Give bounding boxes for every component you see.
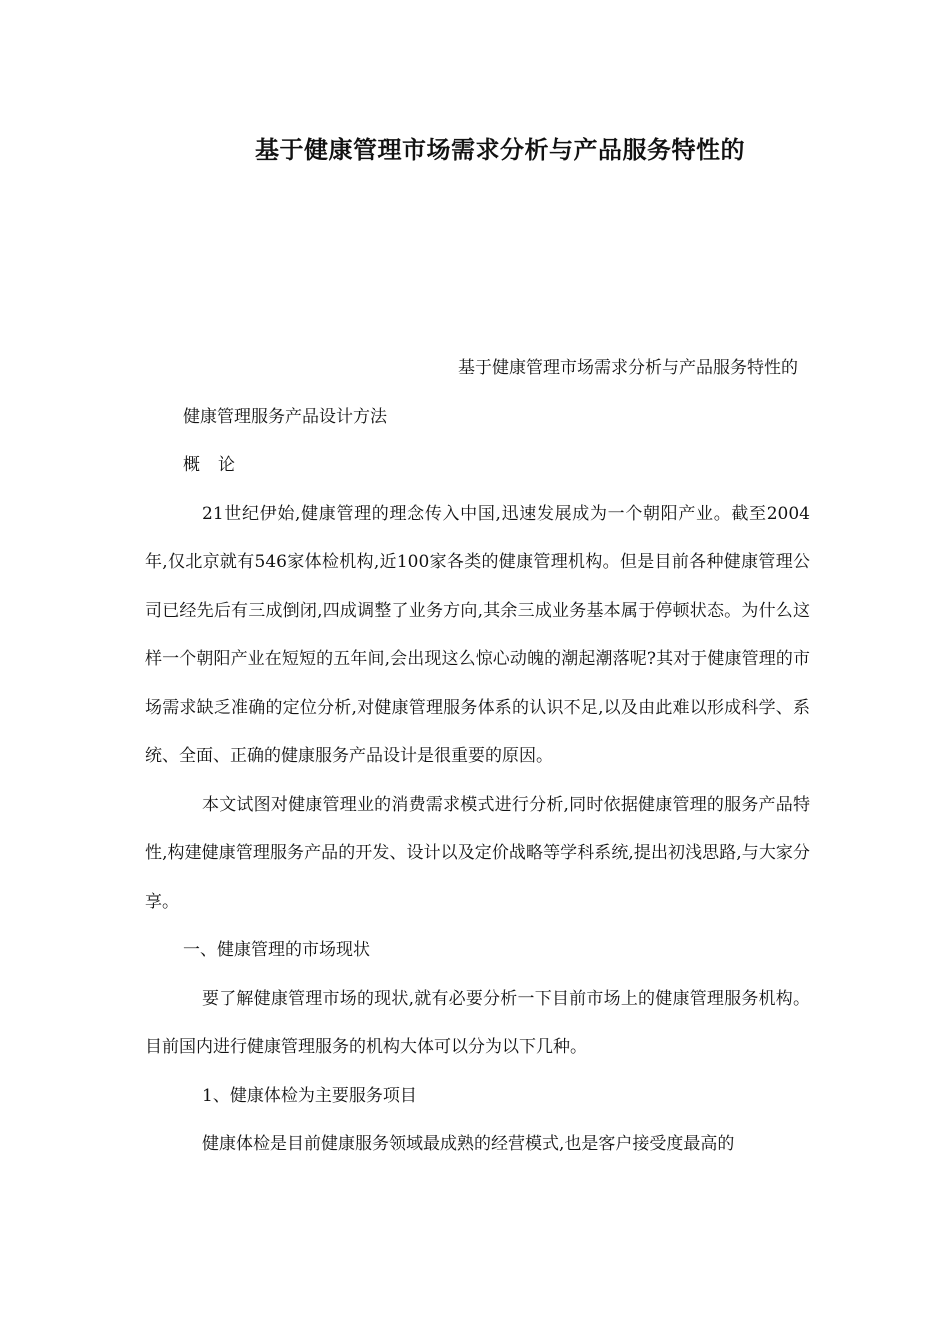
- paragraph-purpose: 本文试图对健康管理业的消费需求模式进行分析,同时依据健康管理的服务产品特性,构建健康管理服务产品的开发、设计以及定价战略等学科系统,提出初浅思路,与大家分享。: [145, 794, 810, 912]
- overview-heading: [145, 441, 810, 490]
- overview-heading-char-1: 概: [183, 455, 200, 475]
- page-title: 基于健康管理市场需求分析与产品服务特性的: [255, 136, 745, 164]
- paragraph-checkup: 健康体检是目前健康服务领域最成熟的经营模式,也是客户接受度最高的: [202, 1134, 735, 1154]
- subsection-heading-1: 1、健康体检为主要服务项目: [202, 1085, 417, 1106]
- subtitle-line-2: 健康管理服务产品设计方法: [183, 406, 387, 427]
- paragraph-intro: 21世纪伊始,健康管理的理念传入中国,迅速发展成为一个朝阳产业。截至2004年,仅北京就有546家体检机构,近100家各类的健康管理机构。但是目前各种健康管理公司已经先后有三成倒闭,四成调整了业务方向,其余三成业务基本属于停顿状态。为什么这样一个朝阳产业在短短的五年间,会出现这么惊心动魄的潮起潮落呢?其对于健康管理的市场需求缺乏准确的定位分析,对健康管理服务体系的认识不足,以及由此难以形成科学、系统、全面、正确的健康服务产品设计是很重要的原因。: [145, 503, 810, 766]
- overview-heading-char-2: 论: [218, 455, 235, 475]
- paragraph-market: 要了解健康管理市场的现状,就有必要分析一下目前市场上的健康管理服务机构。目前国内进行健康管理服务的机构大体可以分为以下几种。: [145, 988, 810, 1057]
- section-heading-1: 一、健康管理的市场现状: [183, 940, 370, 960]
- document-body: [145, 344, 810, 1169]
- subtitle-line-1: 基于健康管理市场需求分析与产品服务特性的: [458, 358, 798, 378]
